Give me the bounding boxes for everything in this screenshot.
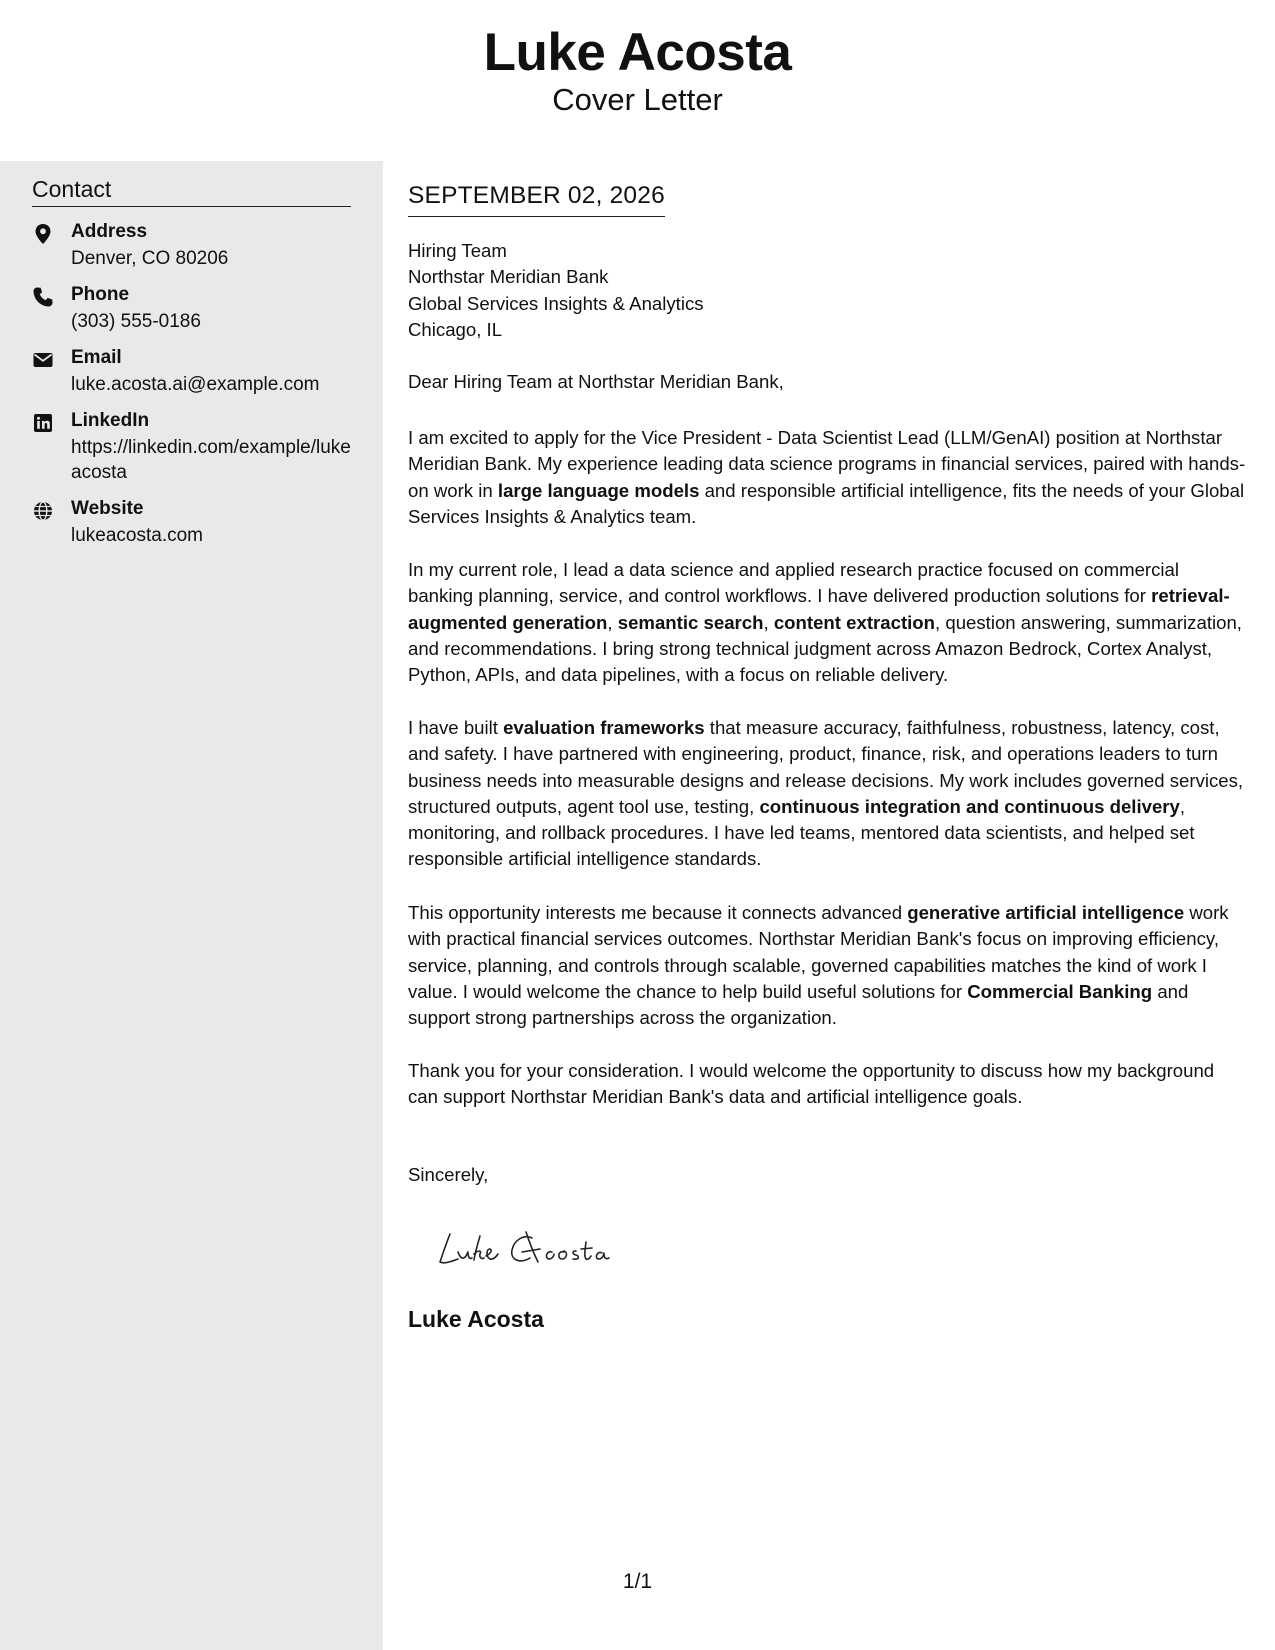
closing: Sincerely, bbox=[408, 1164, 489, 1185]
paragraph-intro: I am excited to apply for the Vice President - Data Scientist Lead (LLM/GenAI) position at Northstar Meridian Bank. My experience leading data science programs in financial services, paired with hands-on work in large language models and responsible artificial intelligence, fits the needs of your Global Services Insights & Analytics team. bbox=[408, 427, 1246, 527]
salutation: Dear Hiring Team at Northstar Meridian Bank, bbox=[408, 371, 784, 392]
printed-name: Luke Acosta bbox=[408, 1306, 544, 1332]
contact-label: Website bbox=[71, 498, 144, 519]
paragraph-experience: I have built evaluation frameworks that measure accuracy, faithfulness, robustness, latency, cost, and safety. I have partnered with engineering, product, finance, risk, and operations leaders to turn business needs into measurable designs and release decisions. My work includes governed services, structured outputs, agent tool use, testing, continuous integration and continuous delivery, monitoring, and rollback procedures. I have led teams, mentored data scientists, and helped set responsible artificial intelligence standards. bbox=[408, 717, 1244, 870]
paragraph-thanks: Thank you for your consideration. I would welcome the opportunity to discuss how my background can support Northstar Meridian Bank's data and artificial intelligence goals. bbox=[408, 1060, 1215, 1108]
website-link[interactable]: lukeacosta.com bbox=[71, 525, 204, 546]
linkedin-icon bbox=[32, 412, 54, 434]
envelope-icon bbox=[32, 349, 54, 371]
contact-value: luke.acosta.ai@example.com bbox=[71, 374, 320, 395]
paragraph-motivation: This opportunity interests me because it connects advanced generative artificial intelligence work with practical financial services outcomes. Northstar Meridian Bank's focus on improving efficiency, service, planning, and controls through scalable, governed capabilities matches the kind of work I value. I would welcome the chance to help build useful solutions for Commercial Banking and support strong partnerships across the organization. bbox=[408, 902, 1229, 1029]
map-pin-icon bbox=[32, 223, 54, 245]
recipient-line: Northstar Meridian Bank bbox=[408, 266, 609, 288]
contact-value: Denver, CO 80206 bbox=[71, 248, 229, 269]
page-number: 1/1 bbox=[622, 1570, 653, 1593]
contact-label: Email bbox=[71, 347, 122, 368]
linkedin-link[interactable]: https://linkedin.com/example/lukeacosta bbox=[71, 437, 351, 483]
applicant-name: Luke Acosta bbox=[483, 23, 792, 82]
phone-icon bbox=[32, 286, 54, 308]
paragraph-current-role: In my current role, I lead a data science and applied research practice focused on commercial banking planning, service, and control workflows. I have delivered production solutions for retrieval-augmented generation, semantic search, content extraction, question answering, summarization, and recommendations. I bring strong technical judgment across Amazon Bedrock, Cortex Analyst, Python, APIs, and data pipelines, with a focus on reliable delivery. bbox=[408, 559, 1242, 686]
contact-label: Address bbox=[71, 221, 148, 242]
recipient-line: Hiring Team bbox=[408, 240, 507, 261]
letter-date: SEPTEMBER 02, 2026 bbox=[408, 182, 665, 217]
contact-value: (303) 555-0186 bbox=[71, 311, 201, 332]
recipient-block bbox=[408, 238, 704, 343]
recipient-line: Chicago, IL bbox=[408, 318, 503, 340]
contact-heading: Contact bbox=[32, 176, 351, 207]
recipient-line: Global Services Insights & Analytics bbox=[408, 292, 704, 314]
contact-label: Phone bbox=[71, 284, 130, 305]
contact-label: LinkedIn bbox=[71, 410, 150, 431]
letter-header bbox=[0, 0, 1275, 161]
handwritten-signature bbox=[436, 1216, 656, 1276]
document-subtitle: Cover Letter bbox=[552, 82, 723, 117]
globe-icon bbox=[32, 500, 54, 522]
